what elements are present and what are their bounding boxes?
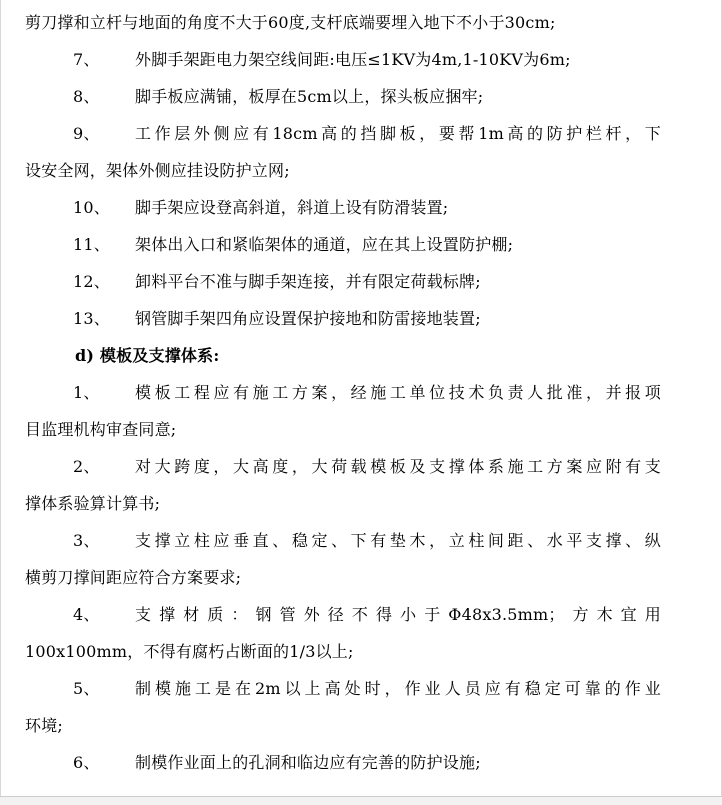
paragraph-line <box>25 633 661 670</box>
list-item <box>25 300 661 337</box>
item-text: 支撑材质：钢管外径不得小于Φ48x3.5mm；方木宜用 <box>135 605 661 624</box>
item-number: 2、 <box>73 457 100 476</box>
item-text: 脚手架应设登高斜道，斜道上设有防滑装置; <box>135 198 449 217</box>
continuation-text: 剪刀撑和立杆与地面的角度不大于60度,支杆底端要埋入地下不小于30cm; <box>25 13 556 32</box>
continuation-text: 目监理机构审查同意; <box>25 420 177 439</box>
list-item <box>25 226 661 263</box>
list-item <box>25 263 661 300</box>
item-number: 3、 <box>73 531 100 550</box>
paragraph-line <box>25 4 661 41</box>
item-number: 6、 <box>73 753 100 772</box>
continuation-text: 100x100mm，不得有腐朽占断面的1/3以上; <box>25 642 354 661</box>
item-text: 制模作业面上的孔洞和临边应有完善的防护设施; <box>135 753 481 772</box>
item-text: 制模施工是在2m以上高处时，作业人员应有稳定可靠的作业 <box>135 679 661 698</box>
paragraph-line <box>25 152 661 189</box>
list-item <box>25 115 661 152</box>
item-text: 卸料平台不准与脚手架连接，并有限定荷载标牌; <box>135 272 481 291</box>
paragraph-line <box>25 411 661 448</box>
item-text: 模板工程应有施工方案，经施工单位技术负责人批准，并报项 <box>135 383 661 402</box>
section-heading-line <box>25 337 661 374</box>
item-number: 12、 <box>73 272 110 291</box>
item-text: 钢管脚手架四角应设置保护接地和防雷接地装置; <box>135 309 481 328</box>
item-text: 对大跨度，大高度，大荷载模板及支撑体系施工方案应附有支 <box>135 457 661 476</box>
item-text: 支撑立柱应垂直、稳定、下有垫木，立柱间距、水平支撑、纵 <box>135 531 661 550</box>
continuation-text: 环境; <box>25 716 63 735</box>
item-number: 8、 <box>73 87 100 106</box>
list-item <box>25 522 661 559</box>
paragraph-line <box>25 559 661 596</box>
list-item <box>25 744 661 781</box>
document-body <box>25 4 661 781</box>
continuation-text: 横剪刀撑间距应符合方案要求; <box>25 568 242 587</box>
item-number: 13、 <box>73 309 110 328</box>
list-item <box>25 189 661 226</box>
item-number: 11、 <box>73 235 110 254</box>
item-number: 10、 <box>73 198 110 217</box>
item-text: 架体出入口和紧临架体的通道，应在其上设置防护棚; <box>135 235 514 254</box>
list-item <box>25 670 661 707</box>
item-text: 外脚手架距电力架空线间距:电压≤1KV为4m,1-10KV为6m; <box>135 50 571 69</box>
continuation-text: 撑体系验算计算书; <box>25 494 161 513</box>
paragraph-line <box>25 485 661 522</box>
item-text: 工作层外侧应有18cm高的挡脚板，要帮1m高的防护栏杆，下 <box>135 124 661 143</box>
list-item <box>25 374 661 411</box>
section-heading: d) 模板及支撑体系: <box>75 346 220 365</box>
list-item <box>25 78 661 115</box>
item-number: 7、 <box>73 50 100 69</box>
item-text: 脚手板应满铺，板厚在5cm以上，探头板应捆牢; <box>135 87 484 106</box>
list-item <box>25 448 661 485</box>
continuation-text: 设安全网，架体外侧应挂设防护立网; <box>25 161 290 180</box>
item-number: 5、 <box>73 679 100 698</box>
list-item <box>25 41 661 78</box>
item-number: 1、 <box>73 383 100 402</box>
paragraph-line <box>25 707 661 744</box>
list-item <box>25 596 661 633</box>
item-number: 4、 <box>73 605 100 624</box>
item-number: 9、 <box>73 124 100 143</box>
